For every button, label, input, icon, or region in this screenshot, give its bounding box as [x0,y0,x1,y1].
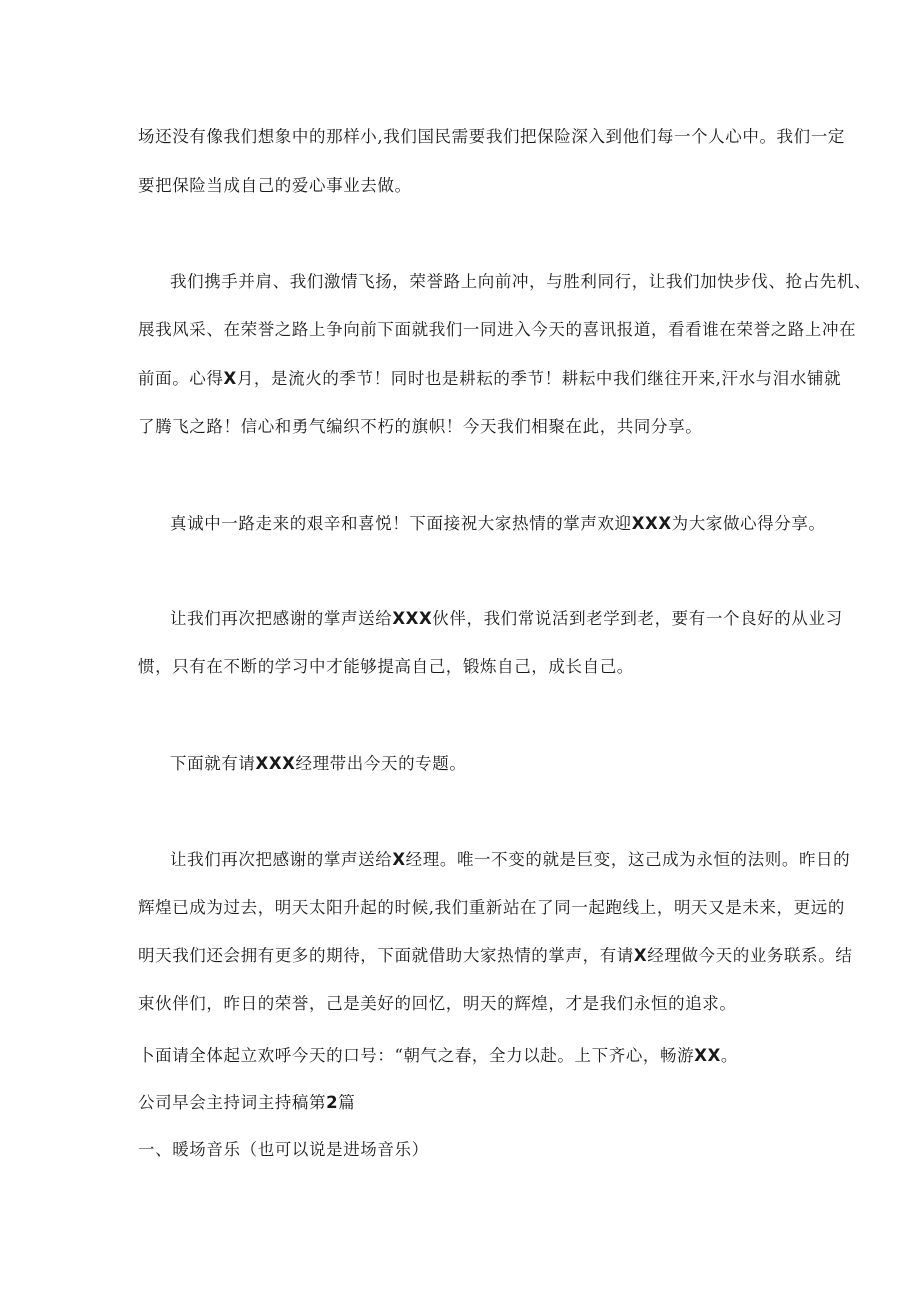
text-span: 让我们再次把感谢的掌声送给 [170,850,393,869]
text-span: 前面。心得 [138,369,224,388]
text-span: 为大家做心得分享。 [671,514,826,533]
text-span: 经理。唯一不变的就是巨变，这己成为永恒的法则。昨日的 [405,850,851,869]
paragraph-6-line-2: 辉煌已成为过去，明天太阳升起的时候,我们重新站在了同一起跑线上，明天又是未来，更远的 [138,898,845,917]
paragraph-1-line-2: 要把保险当成自己的爱心事业去做。 [138,176,412,195]
text-span: 真诚中一路走来的艰辛和喜悦！下面接祝大家热情的掌声欢迎 [170,514,632,533]
text-span: 下面就有请 [170,754,256,773]
placeholder-xxx: XXX [631,514,672,533]
paragraph-4-line-2: 惯，只有在不断的学习中才能够提高自己，锻炼自己，成长自己。 [138,657,634,676]
paragraph-4-line-1 [170,608,843,630]
placeholder-x: X [633,946,648,965]
text-span: 。 [720,1046,739,1065]
text-span: 让我们再次把感谢的掌声送给 [170,609,393,628]
text-span: 卜面请全体起立欢呼今天的口号：“朝气之春，全力以赴。上下齐心，畅游 [138,1046,695,1065]
paragraph-1-line-1: 场还没有像我们想象中的那样小,我们国民需要我们把保险深入到他们每一个人心中。我们一定 [138,127,845,146]
paragraph-5-line-1 [170,753,466,775]
placeholder-x: X [392,850,406,869]
section-heading [138,1092,355,1114]
text-span: 月，是流火的季节！同时也是耕耘的季节！耕耘中我们继往开来,汗水与泪水铺就 [236,369,842,388]
paragraph-2-line-1: 我们携手并肩、我们激情飞扬，荣誉路上向前冲，与胜利同行，让我们加快步伐、抢占先机、 [170,272,872,291]
paragraph-6-line-4: 束伙伴们，昨日的荣誉，己是美好的回忆，明天的辉煌，才是我们永恒的追求。 [138,994,737,1013]
placeholder-xxx: XXX [255,754,296,773]
text-span: 经理做今天的业务联系。结 [647,946,853,965]
slogan-line [138,1045,738,1067]
text-span: 篇 [338,1093,356,1112]
placeholder-x: X [223,369,237,388]
text-span: 明天我们还会拥有更多的期待，下面就借助大家热情的掌声，有请 [138,946,634,965]
paragraph-6-line-3 [138,945,852,967]
paragraph-2-line-3 [138,368,841,390]
paragraph-2-line-4: 了腾飞之路！信心和勇气编织不朽的旗帜！今天我们相聚在此，共同分享。 [138,417,703,436]
placeholder-xx: XX [694,1046,721,1065]
text-span: 伙伴，我们常说活到老学到老，要有一个良好的从业习 [432,609,843,628]
paragraph-3-line-1 [170,513,826,535]
paragraph-6-line-1 [170,849,850,871]
paragraph-2-line-2: 展我风采、在荣誉之路上争向前下面就我们一同进入今天的喜讯报道，看看谁在荣誉之路上冲在 [138,320,857,339]
heading-number: 2 [326,1093,339,1112]
placeholder-xxx: XXX [392,609,433,628]
text-span: 经理带出今天的专题。 [295,754,467,773]
section-1-title: 一、暖场音乐（也可以说是进场音乐） [138,1140,429,1159]
text-span: 公司早会主持词主持稿第 [138,1093,327,1112]
